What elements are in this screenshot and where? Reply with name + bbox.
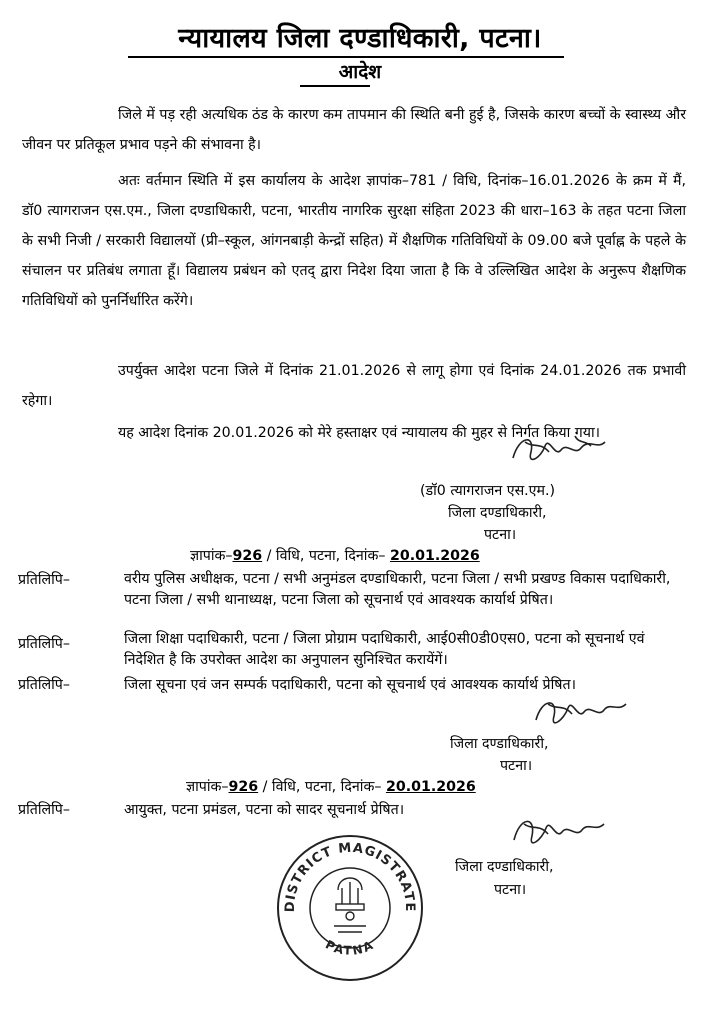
copy-label-2: प्रतिलिपि– — [18, 636, 70, 652]
order-paragraph-3: उपर्युक्त आदेश पटना जिले में दिनांक 21.01.2026 से लागू होगा एवं दिनांक 24.01.2026 तक प्रभावी रहेगा। — [22, 363, 686, 409]
district-magistrate-seal — [272, 830, 428, 986]
order-title: न्यायालय जिला दण्डाधिकारी, पटना। — [178, 23, 542, 54]
signatory-place-3: पटना। — [494, 882, 527, 898]
memo-reference-1: ज्ञापांक–926 / विधि, पटना, दिनांक– 20.01.2026 — [190, 548, 480, 564]
copy-text-2: जिला शिक्षा पदाधिकारी, पटना / जिला प्रोग्राम पदाधिकारी, आई0सी0डी0एस0, पटना को सूचनार्थ एवं निदेशित है कि उपरोक्त आदेश का अनुपालन सुनिश्चित करायेंगें। — [124, 631, 645, 668]
national-emblem-icon — [334, 878, 366, 932]
signature-scribble-2 — [530, 692, 630, 738]
copy-label-3: प्रतिलिपि– — [18, 677, 70, 693]
signature-scribble-1 — [505, 428, 615, 474]
signatory-designation-2: जिला दण्डाधिकारी, — [450, 736, 549, 752]
svg-text:PATNA — [323, 937, 377, 957]
seal-text-bottom: PATNA — [323, 937, 377, 958]
signature-scribble-3 — [508, 810, 608, 858]
signatory-place-2: पटना। — [500, 758, 533, 774]
order-paragraph-1: जिले में पड़ रही अत्यधिक ठंड के कारण कम तापमान की स्थिति बनी हुई है, जिसके कारण बच्चों के स्वास्थ्य और जीवन पर प्रतिकूल प्रभाव पड़ने की संभावना है। — [22, 107, 686, 153]
order-subtitle: आदेश — [338, 61, 382, 83]
copy-text-1: वरीय पुलिस अधीक्षक, पटना / सभी अनुमंडल दण्डाधिकारी, पटना जिला / सभी प्रखण्ड विकास पदाधिकारी, पटना जिला / सभी थानाध्यक्ष, पटना जिला को सूचनार्थ एवं आवश्यक कार्यार्थ प्रेषित। — [124, 571, 671, 608]
copy-label-1: प्रतिलिपि– — [18, 572, 70, 588]
signatory-place-1: पटना। — [484, 527, 517, 543]
copy-text-4: आयुक्त, पटना प्रमंडल, पटना को सादर सूचनार्थ प्रेषित। — [124, 802, 405, 818]
memo-reference-2: ज्ञापांक–926 / विधि, पटना, दिनांक– 20.01.2026 — [186, 779, 476, 795]
signatory-designation-3: जिला दण्डाधिकारी, — [455, 859, 554, 875]
seal-text-top: DISTRICT MAGISTRATE — [282, 840, 418, 913]
signatory-designation-1: जिला दण्डाधिकारी, — [448, 505, 547, 521]
order-paragraph-4: यह आदेश दिनांक 20.01.2026 को मेरे हस्ताक्षर एवं न्यायालय की मुहर से निर्गत किया गया। — [118, 425, 601, 441]
signatory-name: (डॉ0 त्यागराजन एस.एम.) — [420, 483, 556, 499]
order-paragraph-2: अतः वर्तमान स्थिति में इस कार्यालय के आदेश ज्ञापांक–781 / विधि, दिनांक–16.01.2026 के क्रम में मैं, डॉ0 त्यागराजन एस.एम., जिला दण्डाधिकारी, पटना, भारतीय नागरिक सुरक्षा संहिता 2023 की धारा–163 के तहत पटना जिला के सभी निजी / सरकारी विद्यालयों (प्री–स्कूल, आंगनबाड़ी केन्द्रों सहित) में शैक्षणिक गतिविधियों के 09.00 बजे पूर्वाह्न के पहले के संचालन पर प्रतिबंध लगाता हूँ। विद्यालय प्रबंधन को एतद् द्वारा निदेश दिया जाता है कि वे उल्लिखित आदेश के अनुरूप शैक्षणिक गतिविधियों को पुनर्निर्धारित करेंगे। — [22, 173, 686, 309]
copy-text-3: जिला सूचना एवं जन सम्पर्क पदाधिकारी, पटना को सूचनार्थ एवं आवश्यक कार्यार्थ प्रेषित। — [124, 677, 576, 693]
subtitle-underline — [300, 85, 370, 87]
copy-label-4: प्रतिलिपि– — [18, 802, 70, 818]
